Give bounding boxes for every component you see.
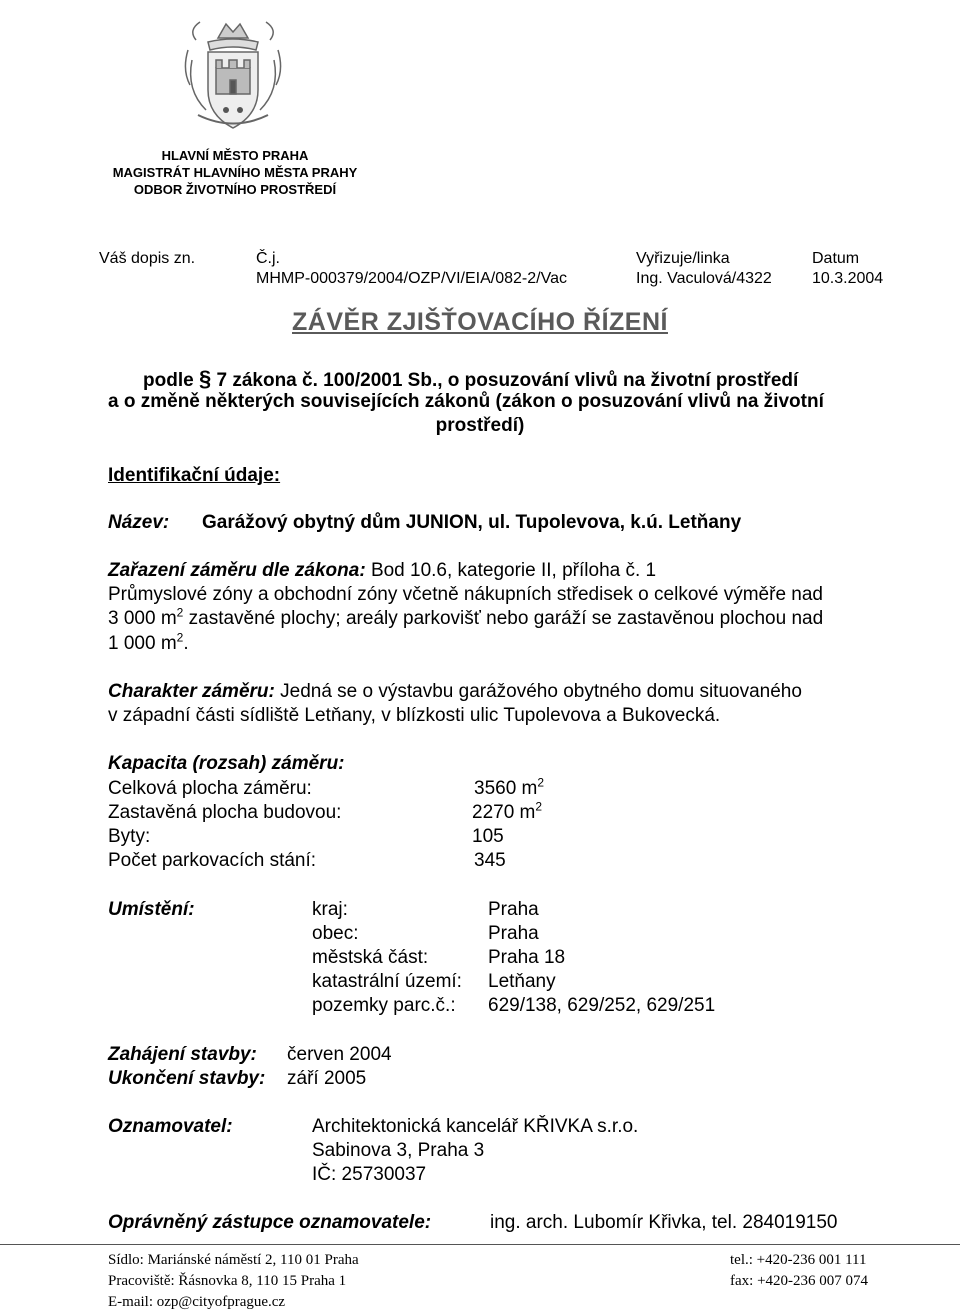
footer-seat: Sídlo: Mariánské náměstí 2, 110 01 Praha: [108, 1252, 359, 1268]
representative-value: ing. arch. Lubomír Křivka, tel. 284019150: [490, 1212, 838, 1233]
section-sign: §: [198, 366, 212, 391]
capacity-value-4: 345: [474, 850, 506, 871]
location-value-3: Praha 18: [488, 947, 566, 968]
name-label: Název:: [108, 512, 170, 533]
location-key-5: pozemky parc.č.:: [312, 995, 456, 1016]
capacity-value-2: 2270 $m^2$: [472, 799, 543, 823]
capacity-label-1: Celková plocha záměru:: [108, 778, 312, 799]
category-line-1: Zařazení záměru dle zákona: Bod 10.6, kategorie II, příloha č. 1: [108, 560, 657, 581]
notifier-label: Oznamovatel:: [108, 1116, 233, 1137]
cj-label: Č.j.: [256, 250, 280, 267]
page-title: ZÁVĚR ZJIŠŤOVACÍHO ŘÍZENÍ: [292, 308, 668, 336]
law-line-3: prostředí): [435, 415, 525, 436]
footer-divider: [0, 1244, 960, 1245]
identification-heading: Identifikační údaje:: [108, 465, 281, 486]
capacity-heading: Kapacita (rozsah) záměru:: [108, 753, 345, 774]
location-key-2: obec:: [312, 923, 359, 944]
representative-label: Oprávněný zástupce oznamovatele:: [108, 1212, 432, 1233]
prague-coat-of-arms-icon: [178, 10, 288, 135]
end-label: Ukončení stavby:: [108, 1068, 266, 1089]
footer-fax: fax: +420-236 007 074: [730, 1273, 869, 1289]
character-label: Charakter záměru:: [108, 681, 275, 702]
capacity-label-3: Byty:: [108, 826, 151, 847]
footer-tel: tel.: +420-236 001 111: [730, 1252, 867, 1268]
ref-label: Váš dopis zn.: [99, 250, 196, 267]
category-line-2: Průmyslové zóny a obchodní zóny včetně nákupních středisek o celkové výměře nad: [108, 584, 823, 605]
footer-email[interactable]: E-mail: ozp@cityofprague.cz: [108, 1294, 286, 1310]
character-line-2: v západní části sídliště Letňany, v blízkosti ulic Tupolevova a Bukovecká.: [108, 705, 721, 726]
start-value: červen 2004: [287, 1044, 392, 1065]
category-line-4: 1 000 $m^2$.: [108, 630, 189, 654]
law-line-1: podle § 7 zákona č. 100/2001 Sb., o posuzování vlivů na životní prostředí: [143, 366, 799, 391]
contact-label: Vyřizuje/linka: [636, 250, 730, 267]
org-name-1: HLAVNÍ MĚSTO PRAHA: [161, 148, 309, 163]
law-line-2: a o změně některých souvisejících zákonů (zákon o posuzování vlivů na životní: [108, 391, 824, 412]
capacity-label-2: Zastavěná plocha budovou:: [108, 802, 342, 823]
footer-workplace: Pracoviště: Řásnovka 8, 110 15 Praha 1: [108, 1273, 347, 1289]
location-value-1: Praha: [488, 899, 539, 920]
category-label: Zařazení záměru dle zákona:: [108, 560, 366, 581]
capacity-value-3: 105: [472, 826, 504, 847]
org-name-3: ODBOR ŽIVOTNÍHO PROSTŘEDÍ: [133, 182, 337, 197]
location-value-4: Letňany: [488, 971, 556, 992]
contact-value: Ing. Vaculová/4322: [636, 270, 772, 287]
location-value-2: Praha: [488, 923, 539, 944]
date-value: 10.3.2004: [812, 270, 884, 287]
location-key-4: katastrální území:: [312, 971, 462, 992]
notifier-line-2: Sabinova 3, Praha 3: [312, 1140, 485, 1161]
character-line-1: Charakter záměru: Jedná se o výstavbu garážového obytného domu situovaného: [108, 681, 802, 702]
start-label: Zahájení stavby:: [108, 1044, 257, 1065]
capacity-value-1: 3560 $m^2$: [474, 775, 545, 799]
category-line-3: 3 000 $m^2$ zastavěné plochy; areály parkovišť nebo garáží se zastavěnou plochou nad: [108, 605, 824, 629]
location-key-1: kraj:: [312, 899, 348, 920]
location-key-3: městská část:: [312, 947, 429, 968]
end-value: září 2005: [287, 1068, 367, 1089]
location-label: Umístění:: [108, 899, 195, 920]
capacity-label-4: Počet parkovacích stání:: [108, 850, 317, 871]
date-label: Datum: [812, 250, 860, 267]
org-name-2: MAGISTRÁT HLAVNÍHO MĚSTA PRAHY: [112, 165, 358, 180]
notifier-line-1: Architektonická kancelář KŘIVKA s.r.o.: [312, 1116, 639, 1137]
notifier-line-3: IČ: 25730037: [312, 1164, 427, 1185]
location-value-5: 629/138, 629/252, 629/251: [488, 995, 716, 1016]
cj-value: MHMP-000379/2004/OZP/VI/EIA/082-2/Vac: [256, 270, 567, 287]
name-value: Garážový obytný dům JUNION, ul. Tupolevova, k.ú. Letňany: [202, 512, 742, 533]
